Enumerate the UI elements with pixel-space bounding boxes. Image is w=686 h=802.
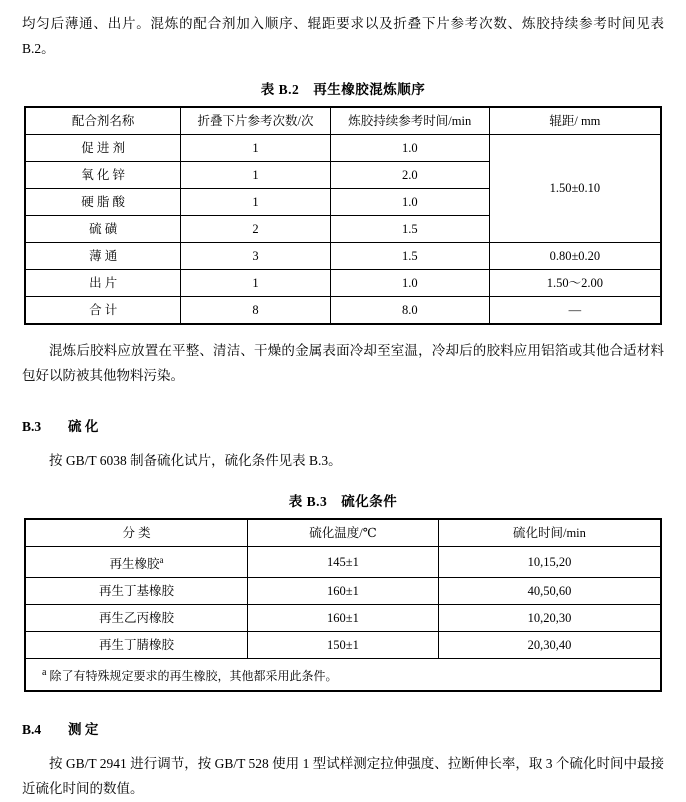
table-b2-wrapper xyxy=(22,106,664,325)
table-b2-cell-folds: 3 xyxy=(181,242,330,269)
table-b3-cell-type: 再生丁腈橡胶 xyxy=(25,632,248,659)
table-row xyxy=(25,296,661,324)
table-b2-cell-name: 氧 化 锌 xyxy=(25,161,181,188)
table-b2-cell-time: 1.0 xyxy=(330,269,489,296)
table-b2-cell-name: 促 进 剂 xyxy=(25,134,181,161)
table-b2-cell-gap-total: — xyxy=(489,296,661,324)
table-b3-caption-number: 表 B.3 xyxy=(288,493,328,509)
table-b3-cell-type: 再生丁基橡胶 xyxy=(25,578,248,605)
table-row xyxy=(25,134,661,161)
table-b3-header-2: 硫化时间/min xyxy=(438,519,661,547)
table-b2-header-2: 炼胶持续参考时间/min xyxy=(330,107,489,135)
table-b3-cell-time: 20,30,40 xyxy=(438,632,661,659)
table-b2-header-1: 折叠下片参考次数/次 xyxy=(181,107,330,135)
section-b3-title: 硫 化 xyxy=(68,418,99,434)
table-b3-wrapper xyxy=(22,518,664,692)
table-b2-cell-gap-sheet: 1.50～2.00 xyxy=(489,269,661,296)
table-b2-cell-folds: 1 xyxy=(181,161,330,188)
table-row xyxy=(25,659,661,692)
section-b4-number: B.4 xyxy=(22,722,42,737)
table-b2-cell-folds: 1 xyxy=(181,134,330,161)
table-b3-cell-time: 40,50,60 xyxy=(438,578,661,605)
table-b3-footnote-text: 除了有特殊规定要求的再生橡胶，其他都采用此条件。 xyxy=(49,669,338,683)
table-b2-cell-folds: 2 xyxy=(181,215,330,242)
table-b3-cell-temp: 160±1 xyxy=(248,578,439,605)
table-b2-cell-time: 8.0 xyxy=(330,296,489,324)
table-b3-footnote-marker: a xyxy=(42,667,47,678)
table-b2-cell-name: 出 片 xyxy=(25,269,181,296)
table-b2-cell-time: 1.0 xyxy=(330,134,489,161)
table-row xyxy=(25,578,661,605)
table-b2-cell-folds: 1 xyxy=(181,188,330,215)
table-b3-type-text: 再生橡胶 xyxy=(109,557,160,571)
table-b2-cell-folds: 8 xyxy=(181,296,330,324)
table-b2-cell-name: 硬 脂 酸 xyxy=(25,188,181,215)
table-b3-caption xyxy=(22,490,664,510)
table-b3-cell-type xyxy=(25,546,248,577)
table-b2-cell-time: 1.5 xyxy=(330,242,489,269)
section-b3-number: B.3 xyxy=(22,418,42,434)
table-b2-header-3: 辊距/ mm xyxy=(489,107,661,135)
table-b3-cell-time: 10,15,20 xyxy=(438,546,661,577)
section-heading-b3 xyxy=(22,415,664,435)
table-b3-header-0: 分 类 xyxy=(25,519,248,547)
table-row xyxy=(25,632,661,659)
table-b2-cell-time: 1.0 xyxy=(330,188,489,215)
table-b2 xyxy=(24,106,662,325)
table-row xyxy=(25,242,661,269)
section-b4-title: 测 定 xyxy=(68,722,99,737)
table-b3-header-1: 硫化温度/℃ xyxy=(248,519,439,547)
table-b2-cell-name: 薄 通 xyxy=(25,242,181,269)
table-row xyxy=(25,546,661,577)
table-b3-footnote-marker: a xyxy=(159,554,164,565)
intro-paragraph: 均匀后薄通、出片。混炼的配合剂加入顺序、辊距要求以及折叠下片参考次数、炼胶持续参考时间见表 B.2。 xyxy=(22,16,664,56)
table-row xyxy=(25,107,661,135)
section-heading-b4 xyxy=(22,718,664,738)
table-b3-cell-type: 再生乙丙橡胶 xyxy=(25,605,248,632)
table-b3-caption-title: 硫化条件 xyxy=(341,493,398,509)
table-b3-cell-time: 10,20,30 xyxy=(438,605,661,632)
table-b2-caption-number: 表 B.2 xyxy=(260,81,300,97)
table-b2-cell-gap-thin: 0.80±0.20 xyxy=(489,242,661,269)
table-b3-cell-temp: 145±1 xyxy=(248,546,439,577)
table-row xyxy=(25,605,661,632)
table-b2-cell-gap-merged: 1.50±0.10 xyxy=(489,134,661,242)
table-b2-caption xyxy=(22,78,664,98)
table-b2-cell-name: 合 计 xyxy=(25,296,181,324)
table-b2-cell-time: 1.5 xyxy=(330,215,489,242)
table-row xyxy=(25,519,661,547)
section-b4-paragraph: 按 GB/T 2941 进行调节，按 GB/T 528 使用 1 型试样测定拉伸强度、拉断伸长率，取 3 个硫化时间中最接近硫化时间的数值。 xyxy=(22,756,664,796)
table-b2-cell-time: 2.0 xyxy=(330,161,489,188)
table-b3-cell-temp: 150±1 xyxy=(248,632,439,659)
table-b3-cell-temp: 160±1 xyxy=(248,605,439,632)
table-b3 xyxy=(24,518,662,692)
table-row xyxy=(25,269,661,296)
table-b2-caption-title: 再生橡胶混炼顺序 xyxy=(313,81,426,97)
section-b3-paragraph: 按 GB/T 6038 制备硫化试片，硫化条件见表 B.3。 xyxy=(49,452,342,468)
paragraph-after-table-b2: 混炼后胶料应放置在平整、清洁、干燥的金属表面冷却至室温，冷却后的胶料应用铝箔或其他合适材料包好以防被其他物料污染。 xyxy=(22,342,664,383)
table-b2-cell-folds: 1 xyxy=(181,269,330,296)
table-b3-footnote-cell xyxy=(25,659,661,692)
table-b2-header-0: 配合剂名称 xyxy=(25,107,181,135)
table-b2-cell-name: 硫 磺 xyxy=(25,215,181,242)
